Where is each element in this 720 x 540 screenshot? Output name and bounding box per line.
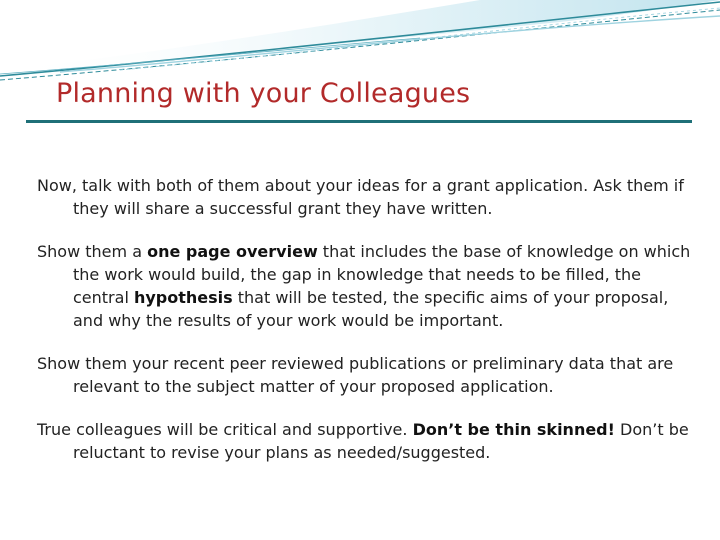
paragraph-4 <box>37 418 697 464</box>
paragraph-2-text-b: that includes the base of knowledge on which the work would build, the gap in knowledge that needs to be filled, the central <box>73 242 691 307</box>
paragraph-2-text-a: Show them a <box>37 242 148 261</box>
paragraph-4-text-a: True colleagues will be critical and supportive. <box>37 420 413 439</box>
paragraph-4-text-b: Don’t be reluctant to revise your plans as needed/suggested. <box>73 420 689 462</box>
paragraph-2 <box>37 240 697 332</box>
paragraph-2-text-c: that will be tested, the specific aims of your proposal, and why the results of your work would be important. <box>73 288 669 330</box>
slide-title: Planning with your Colleagues <box>56 78 471 109</box>
wave-decoration <box>0 0 720 90</box>
paragraph-1-text: Now, talk with both of them about your ideas for a grant application. Ask them if they will share a successful grant they have written. <box>37 176 684 218</box>
one-page-overview-emphasis: one page overview <box>147 242 318 261</box>
slide-body <box>37 174 697 484</box>
paragraph-3-text: Show them your recent peer reviewed publications or preliminary data that are relevant to the subject matter of your proposed application. <box>37 354 674 396</box>
paragraph-3 <box>37 352 697 398</box>
thin-skinned-emphasis: Don’t be thin skinned! <box>412 420 615 439</box>
hypothesis-emphasis: hypothesis <box>133 288 233 307</box>
title-underline <box>26 120 692 123</box>
paragraph-1 <box>37 174 697 220</box>
